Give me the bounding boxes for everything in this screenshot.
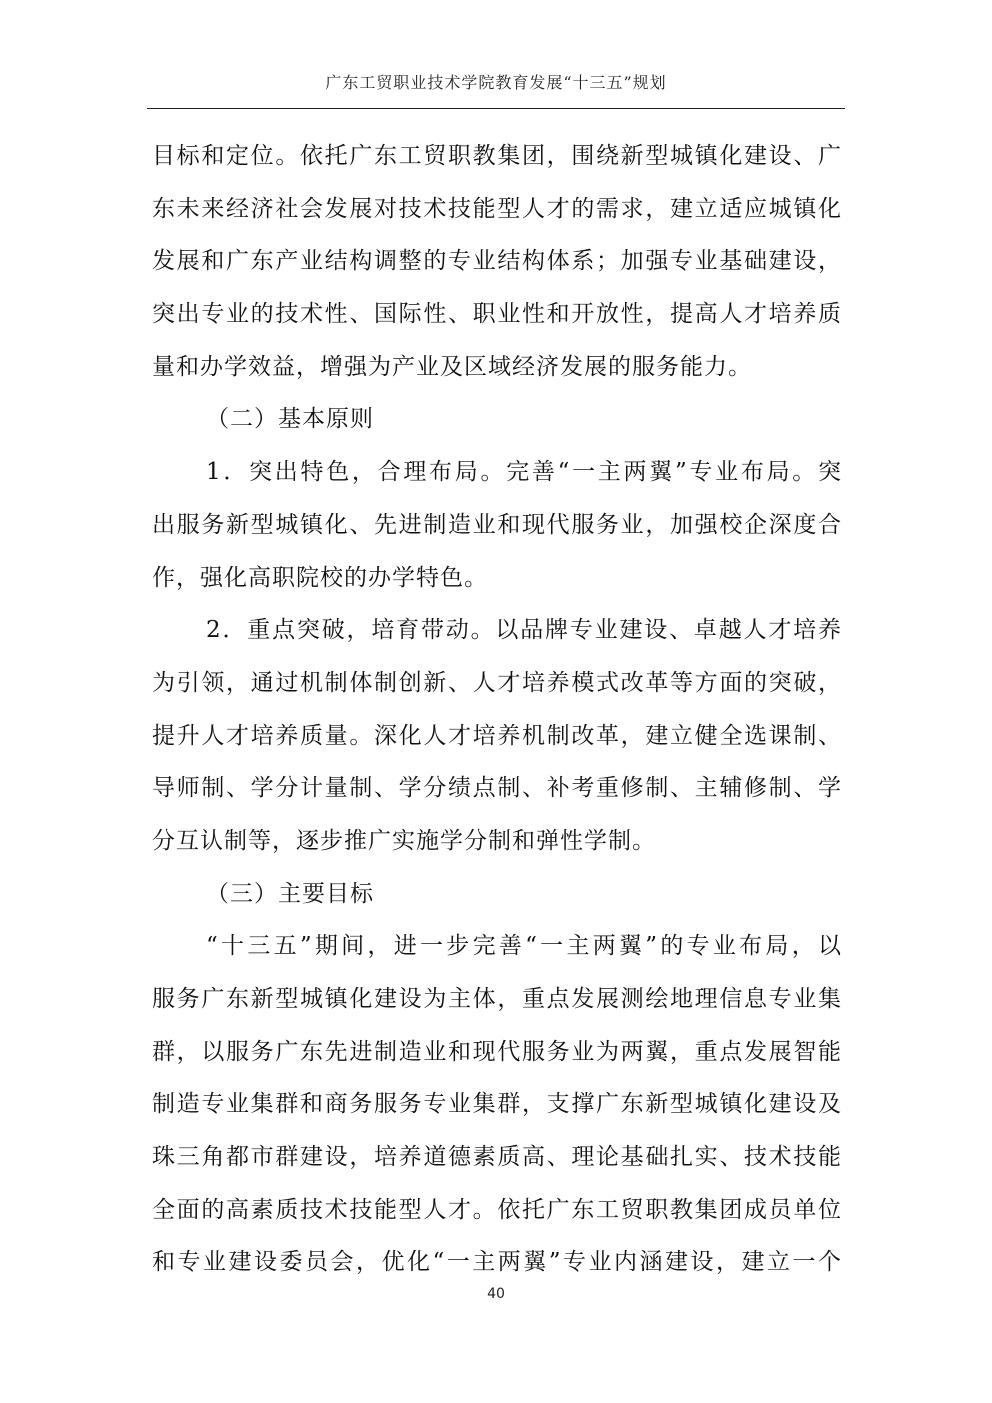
text-line: 导师制、学分计量制、学分绩点制、补考重修制、主辅修制、学 <box>152 775 842 802</box>
section-heading: （二）基本原则 <box>206 406 374 433</box>
text-line: “十三五”期间，进一步完善“一主两翼”的专业布局，以 <box>206 933 842 960</box>
header-title: 广东工贸职业技术学院教育发展“十三五”规划 <box>325 73 667 92</box>
text-line: 1．突出特色，合理布局。完善“一主两翼”专业布局。突 <box>206 459 842 486</box>
text-line: 珠三角都市群建设，培养道德素质高、理论基础扎实、技术技能 <box>152 1144 842 1171</box>
text-line: 服务广东新型城镇化建设为主体，重点发展测绘地理信息专业集 <box>152 986 842 1012</box>
text-line: 突出专业的技术性、国际性、职业性和开放性，提高人才培养质 <box>152 301 842 328</box>
text-line: 制造专业集群和商务服务专业集群，支撑广东新型城镇化建设及 <box>152 1091 842 1118</box>
text-line: 全面的高素质技术技能型人才。依托广东工贸职教集团成员单位 <box>152 1196 842 1223</box>
text-line: 出服务新型城镇化、先进制造业和现代服务业，加强校企深度合 <box>152 511 842 538</box>
text-line: 2．重点突破，培育带动。以品牌专业建设、卓越人才培养 <box>206 617 842 644</box>
page-number: 40 <box>487 1286 505 1302</box>
text-line: 提升人才培养质量。深化人才培养机制改革，建立健全选课制、 <box>152 722 842 749</box>
text-line: 发展和广东产业结构调整的专业结构体系；加强专业基础建设， <box>152 248 842 275</box>
text-line: 群，以服务广东先进制造业和现代服务业为两翼，重点发展智能 <box>152 1038 842 1065</box>
text-line: 量和办学效益，增强为产业及区域经济发展的服务能力。 <box>152 353 752 380</box>
text-line: 目标和定位。依托广东工贸职教集团，围绕新型城镇化建设、广 <box>152 143 842 169</box>
body-text <box>152 130 842 1289</box>
text-line: 和专业建设委员会，优化“一主两翼”专业内涵建设，建立一个 <box>152 1249 842 1276</box>
text-line: 为引领，通过机制体制创新、人才培养模式改革等方面的突破， <box>152 669 842 696</box>
text-line: 分互认制等，逐步推广实施学分制和弹性学制。 <box>152 827 656 854</box>
text-line: 东未来经济社会发展对技术技能型人才的需求，建立适应城镇化 <box>152 195 842 222</box>
text-line: 作，强化高职院校的办学特色。 <box>152 564 488 591</box>
header-divider <box>147 108 845 109</box>
section-heading: （三）主要目标 <box>206 880 374 907</box>
